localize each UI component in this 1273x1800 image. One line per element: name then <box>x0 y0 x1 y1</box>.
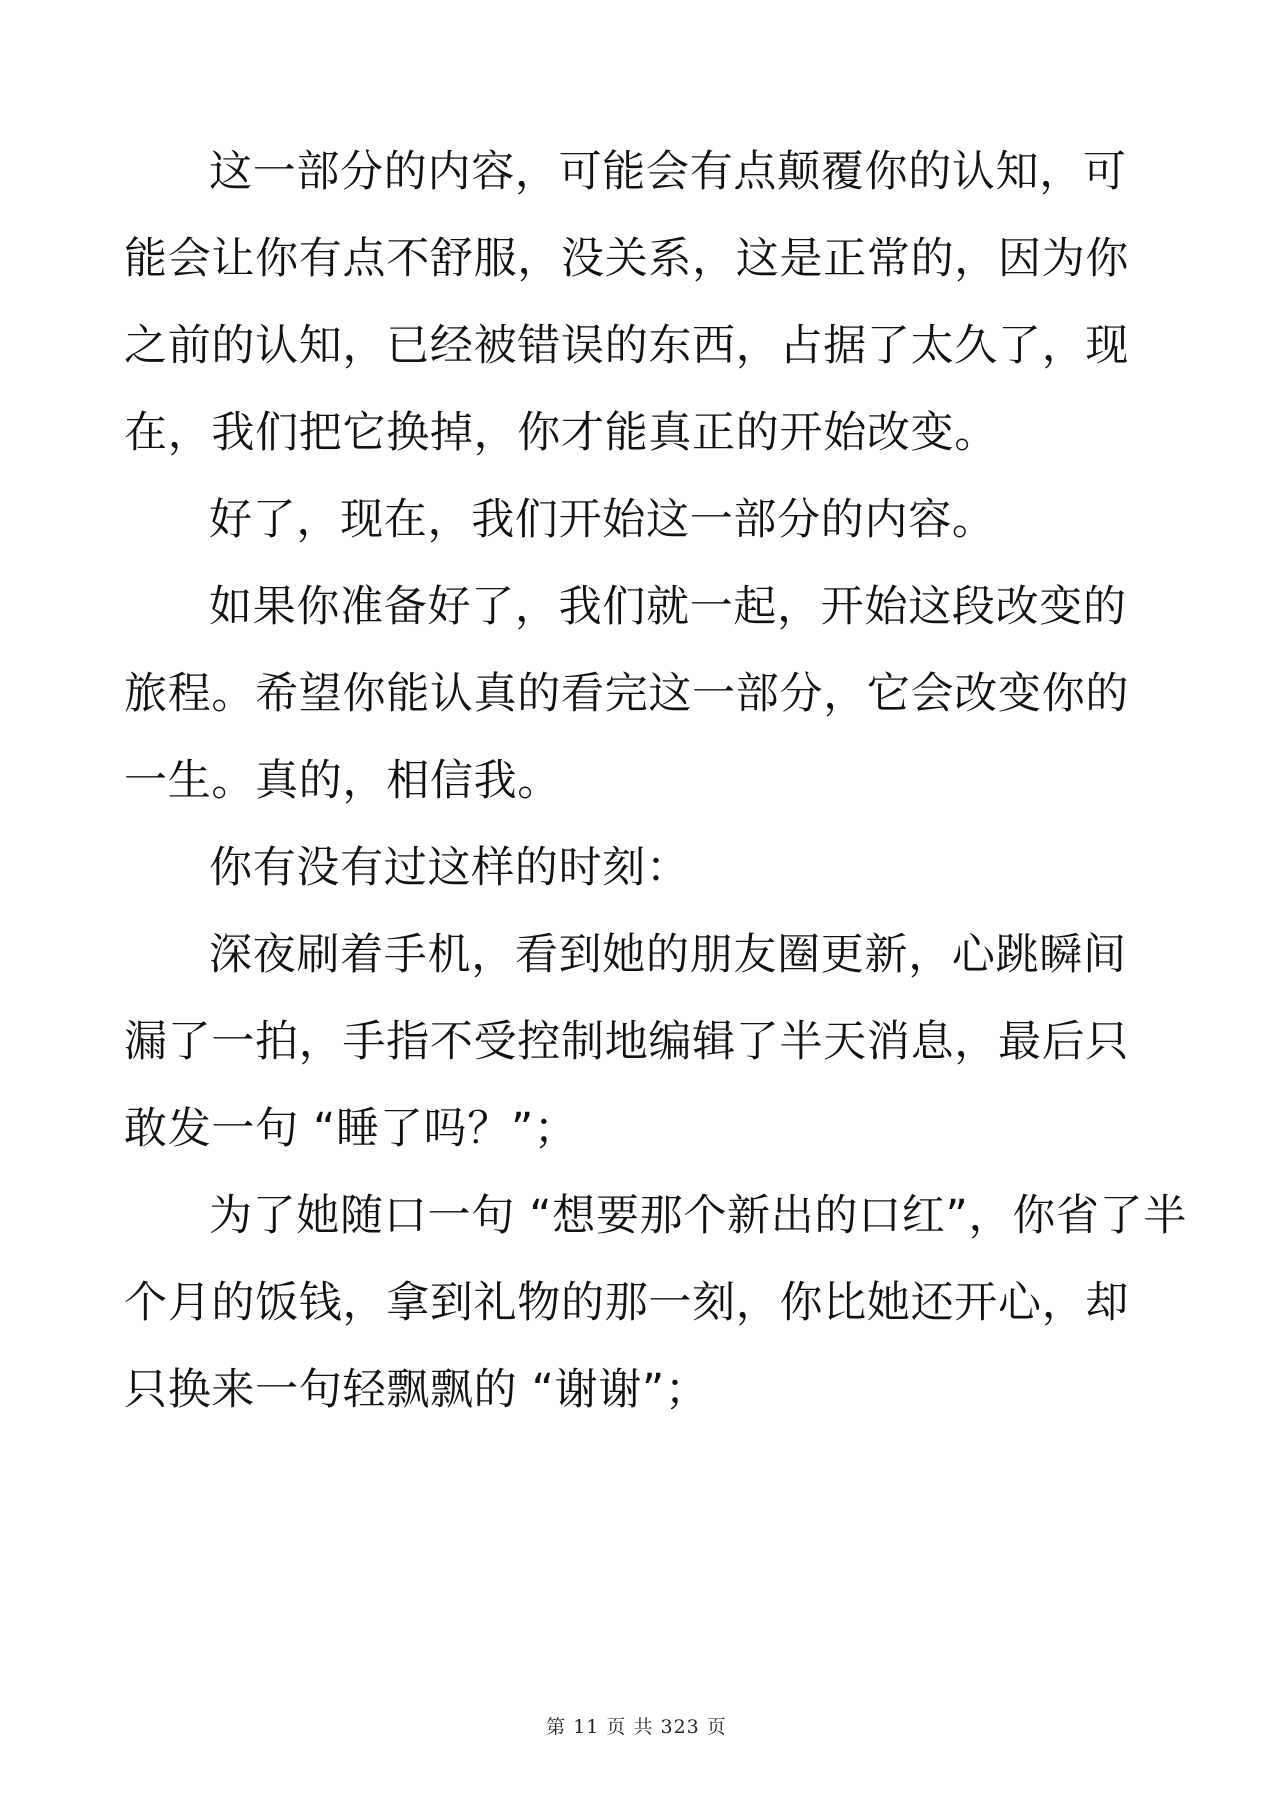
page-number-footer: 第 11 页 共 323 页 <box>546 1716 727 1738</box>
text-line: 敢发一句 “睡了吗？”； <box>124 1104 578 1154</box>
text-line: 能会让你有点不舒服，没关系，这是正常的，因为你 <box>124 234 1130 284</box>
text-line: 在，我们把它换掉，你才能真正的开始改变。 <box>124 408 998 458</box>
text-line: 好了，现在，我们开始这一部分的内容。 <box>209 495 996 545</box>
text-line: 之前的认知，已经被错误的东西，占据了太久了，现 <box>124 321 1130 371</box>
text-line: 个月的饭钱，拿到礼物的那一刻，你比她还开心，却 <box>124 1278 1130 1328</box>
text-line: 一生。真的，相信我。 <box>124 756 561 806</box>
text-line: 深夜刷着手机，看到她的朋友圈更新，心跳瞬间 <box>209 930 1127 980</box>
text-line: 只换来一句轻飘飘的 “谢谢”； <box>124 1365 709 1415</box>
text-line: 这一部分的内容，可能会有点颠覆你的认知，可 <box>209 147 1127 197</box>
text-line: 你有没有过这样的时刻： <box>209 843 690 893</box>
text-line: 旅程。希望你能认真的看完这一部分，它会改变你的 <box>124 669 1130 719</box>
text-line: 如果你准备好了，我们就一起，开始这段改变的 <box>209 582 1127 632</box>
text-line: 漏了一拍，手指不受控制地编辑了半天消息，最后只 <box>124 1017 1130 1067</box>
text-line: 为了她随口一句 “想要那个新出的口红”，你省了半 <box>209 1191 1188 1241</box>
